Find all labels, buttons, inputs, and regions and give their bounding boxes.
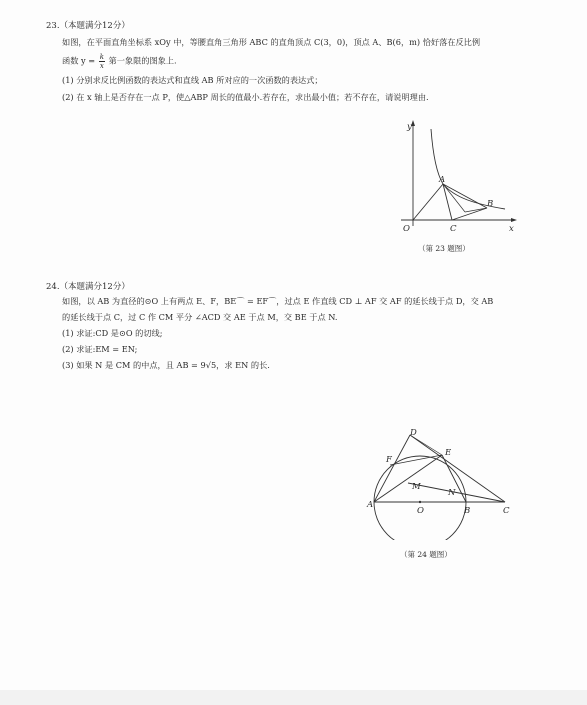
problem-23-question-1: (1) 分别求反比例函数的表达式和直线 AB 所对应的一次函数的表达式； bbox=[62, 75, 323, 85]
figure-23-caption: （第 23 题图） bbox=[418, 244, 470, 253]
problem-24-header: 24.（本题满分12分） bbox=[46, 282, 130, 292]
segment-cb bbox=[452, 208, 487, 220]
problem-23-line-2-suffix: 第一象限的图象上. bbox=[108, 55, 177, 66]
label-a: A bbox=[439, 175, 446, 185]
problem-24-question-3: (3) 如果 N 是 CM 的中点，且 AB = 9√5，求 EN 的长. bbox=[62, 360, 270, 370]
problem-24-line-1: 如图，以 AB 为直径的⊙O 上有两点 E、F，BE⌒ = EF⌒，过点 E 作直线 CD ⊥ AF 交 AF 的延长线于点 D，交 AB bbox=[62, 296, 494, 306]
label-o: O bbox=[417, 506, 424, 516]
line-ae bbox=[374, 455, 442, 502]
x-axis-arrow bbox=[511, 218, 517, 222]
label-b: B bbox=[487, 199, 494, 209]
hyperbola-curve bbox=[431, 129, 505, 209]
label-e: E bbox=[445, 448, 452, 458]
label-x: x bbox=[509, 224, 514, 234]
label-o: O bbox=[403, 224, 410, 234]
problem-24-question-1: (1) 求证:CD 是⊙O 的切线; bbox=[62, 328, 163, 338]
label-n: N bbox=[448, 488, 456, 498]
fraction-numerator: k bbox=[99, 53, 104, 61]
figure-24-caption: （第 24 题图） bbox=[400, 550, 452, 559]
label-m: M bbox=[412, 482, 421, 492]
page-bottom-strip bbox=[0, 690, 587, 705]
problem-23-line-1: 如图，在平面直角坐标系 xOy 中，等腰直角三角形 ABC 的直角顶点 C(3，0)，顶点 A、B(6，m) 恰好落在反比例 bbox=[62, 37, 481, 47]
fraction-k-over-x bbox=[99, 53, 105, 70]
line-de bbox=[410, 435, 442, 455]
segment-ab bbox=[443, 184, 487, 208]
label-f: F bbox=[386, 455, 392, 465]
figure-23 bbox=[395, 116, 520, 241]
problem-24-question-2: (2) 求证:EM = EN; bbox=[62, 344, 138, 354]
center-point-o bbox=[419, 501, 421, 503]
label-c: C bbox=[503, 506, 510, 516]
figure-24 bbox=[360, 425, 520, 540]
problem-23-line-2 bbox=[62, 53, 177, 70]
label-b: B bbox=[464, 506, 471, 516]
label-c: C bbox=[450, 224, 457, 234]
label-a: A bbox=[367, 500, 374, 510]
label-d: D bbox=[410, 428, 417, 438]
problem-23-header: 23.（本题满分12分） bbox=[46, 21, 130, 31]
problem-24-line-2: 的延长线于点 C，过 C 作 CM 平分 ∠ACD 交 AE 于点 M，交 BE 于点 N. bbox=[62, 312, 338, 322]
problem-23-line-2-prefix: 函数 y = bbox=[62, 55, 96, 66]
segment-oa bbox=[413, 184, 443, 220]
circle-o bbox=[374, 456, 466, 540]
line-dc bbox=[410, 435, 505, 502]
line-cm bbox=[408, 483, 505, 502]
line-ad bbox=[374, 435, 410, 502]
fraction-denominator: x bbox=[99, 62, 104, 70]
label-y: y bbox=[407, 122, 412, 132]
problem-23-question-2: (2) 在 x 轴上是否存在一点 P，使△ABP 周长的值最小.若存在，求出最小值；若不存在，请说明理由. bbox=[62, 92, 429, 102]
